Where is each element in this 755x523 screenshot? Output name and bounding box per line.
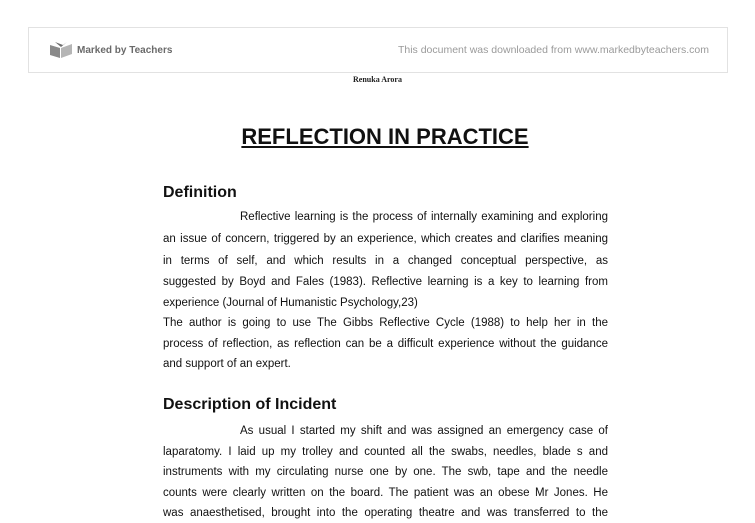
paragraph-line: counts were clearly written on the board. The patient was an obese Mr Jones. He bbox=[163, 487, 608, 499]
paragraph-line: suggested by Boyd and Fales (1983). Reflective learning is a key to learning from bbox=[163, 276, 608, 288]
paragraph-line: Reflective learning is the process of internally examining and exploring bbox=[240, 211, 608, 223]
paragraph-line: process of reflection, as reflection can be a difficult experience without the guidance bbox=[163, 338, 608, 350]
paragraph-line: was anaesthetised, brought into the operating theatre and was transferred to the bbox=[163, 507, 608, 519]
paragraph-line: experience (Journal of Humanistic Psychology,23) bbox=[163, 297, 418, 309]
paragraph-line: in terms of self, and which results in a changed conceptual perspective, as bbox=[163, 255, 608, 267]
paragraph-line: and support of an expert. bbox=[163, 358, 291, 370]
paragraph-line: The author is going to use The Gibbs Reflective Cycle (1988) to help her in the bbox=[163, 317, 608, 329]
author-name: Renuka Arora bbox=[353, 75, 402, 84]
incident-heading: Description of Incident bbox=[163, 396, 337, 413]
document-title: REFLECTION IN PRACTICE bbox=[241, 124, 529, 149]
download-note: This document was downloaded from www.markedbyteachers.com bbox=[397, 44, 709, 56]
book-logo-icon bbox=[49, 41, 73, 59]
paragraph-line: an issue of concern, triggered by an experience, which creates and clarifies meaning bbox=[163, 233, 608, 245]
site-logo[interactable] bbox=[49, 41, 172, 59]
definition-heading: Definition bbox=[163, 184, 237, 201]
paragraph-line: As usual I started my shift and was assigned an emergency case of bbox=[240, 425, 608, 437]
paragraph-line: laparatomy. I laid up my trolley and counted all the swabs, needles, blade s and bbox=[163, 446, 608, 458]
download-banner bbox=[28, 27, 728, 73]
logo-text: Marked by Teachers bbox=[77, 44, 173, 56]
paragraph-line: instruments with my circulating nurse one by one. The swb, tape and the needle bbox=[163, 466, 608, 478]
